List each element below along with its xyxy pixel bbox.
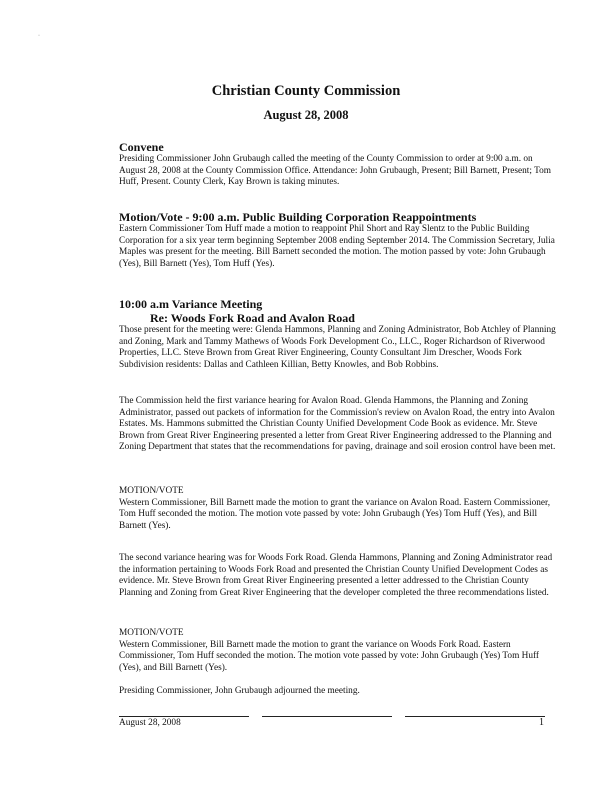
scan-mark: · (38, 33, 40, 39)
footer-date: August 28, 2008 (119, 718, 181, 728)
page-number: 1 (539, 717, 544, 728)
section-convene (119, 140, 559, 189)
section-public-building-corporation (119, 210, 559, 270)
section-body: Eastern Commissioner Tom Huff made a motion to reappoint Phil Short and Ray Slentz to the Public Building Corporation for a six year term beginning September 2008 ending September 2014. The Commission Secretary, Julia Maples was present for the meeting. Bill Barnett seconded the motion. The motion passed by vote: John Grubaugh (Yes), Bill Barnett (Yes), Tom Huff (Yes). (119, 224, 555, 269)
motion-vote-avalon (119, 486, 559, 532)
document-date: August 28, 2008 (263, 108, 349, 122)
section-variance-meeting (119, 297, 559, 371)
footer-rule-middle (262, 716, 392, 717)
motion-vote-woods-fork (119, 628, 559, 674)
footer-rule-left (119, 716, 249, 717)
motion-text: Western Commissioner, Bill Barnett made the motion to grant the variance on Woods Fork Road. Eastern Commissioner, Tom Huff seconded the motion. The motion vote passed by vote: John Grubaugh (Yes) Tom Huff (Yes), and Bill Barnett (Yes). (119, 639, 540, 673)
paragraph-first-hearing: The Commission held the first variance hearing for Avalon Road. Glenda Hammons, the Planning and Zoning Administrator, passed out packets of information for the Commission's review on Avalon Road, the entry into Avalon Estates. Ms. Hammons submitted the Christian County Unified Development Code Book as evidence. Mr. Steve Brown from Great River Engineering presented a letter from Great River Engineering addressed to the Planning and Zoning Department that states that the recommendations for paving, drainage and soil erosion control have been met. (119, 396, 556, 453)
section-heading: 10:00 a.m Variance Meeting (119, 297, 263, 311)
section-body: Presiding Commissioner John Grubaugh called the meeting of the County Commission to order at 9:00 a.m. on August 28, 2008 at the County Commission Office. Attendance: John Grubaugh, Present; Bill Barnett, Present; Tom Huff, Present. County Clerk, Kay Brown is taking minutes. (119, 154, 552, 188)
section-heading: Convene (119, 140, 164, 154)
motion-text: Western Commissioner, Bill Barnett made the motion to grant the variance on Avalon Road. Eastern Commissioner, Tom Huff seconded the motion. The motion vote passed by vote: John Grubaugh (Yes) Tom Huff (Yes), and Bill Barnett (Yes). (119, 497, 551, 531)
motion-label: MOTION/VOTE (119, 628, 184, 638)
adjournment: Presiding Commissioner, John Grubaugh adjourned the meeting. (119, 686, 360, 696)
document-title: Christian County Commission (211, 83, 401, 99)
section-subheading: Re: Woods Fork Road and Avalon Road (150, 311, 355, 325)
footer-rule-right (405, 716, 545, 717)
section-heading: Motion/Vote - 9:00 a.m. Public Building Corporation Reappointments (119, 210, 477, 224)
paragraph-second-hearing: The second variance hearing was for Woods Fork Road. Glenda Hammons, Planning and Zoning Administrator read the information pertaining to Woods Fork Road and presented the Christian County Unified Development Codes as evidence. Mr. Steve Brown from Great River Engineering presented a letter addressed to the Christian County Planning and Zoning from Great River Engineering that the developer completed the three recommendations listed. (119, 553, 553, 598)
attendance-paragraph: Those present for the meeting were: Glenda Hammons, Planning and Zoning Administrator, Bob Atchley of Planning and Zoning, Mark and Tammy Mathews of Woods Fork Development Co., LLC., Roger Richardson of Riverwood Properties, LLC. Steve Brown from Great River Engineering, County Consultant Jim Drescher, Woods Fork Subdivision residents: Dallas and Cathleen Killian, Betty Knowles, and Bob Robbins. (119, 325, 556, 370)
motion-label: MOTION/VOTE (119, 486, 184, 496)
